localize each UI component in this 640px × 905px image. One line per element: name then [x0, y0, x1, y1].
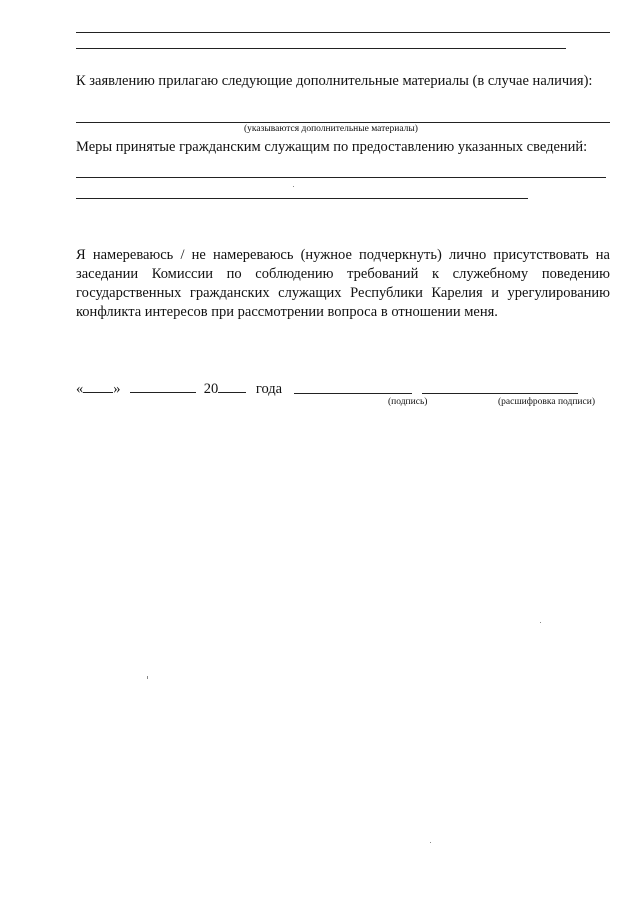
decode-caption: (расшифровка подписи)	[498, 397, 595, 407]
year-prefix: 20	[203, 381, 219, 397]
measures-blank-line-2	[76, 198, 528, 199]
open-quote: «	[76, 381, 84, 397]
blank-line-top-1	[76, 32, 610, 33]
year-blank	[218, 378, 246, 393]
scan-speck	[293, 186, 294, 187]
date-signature-row	[76, 378, 282, 399]
year-suffix: года	[255, 381, 283, 397]
scan-speck	[430, 842, 431, 843]
signature-caption: (подпись)	[388, 397, 428, 407]
materials-caption: (указываются дополнительные материалы)	[244, 124, 418, 134]
scan-speck	[147, 676, 148, 679]
blank-line-top-2	[76, 48, 566, 49]
attendance-paragraph: Я намереваюсь / не намереваюсь (нужное подчеркнуть) лично присутствовать на заседании Комиссии по соблюдению требований к служебному поведению государственных гражданских служащих Республики Карелия и урегулированию конфликта интересов при рассмотрении вопроса в отношении меня.	[76, 247, 610, 320]
close-quote: »	[113, 381, 121, 397]
measures-blank-line-1	[76, 177, 606, 178]
materials-paragraph: К заявлению прилагаю следующие дополнительные материалы (в случае наличия):	[76, 73, 593, 89]
measures-paragraph: Меры принятые гражданским служащим по предоставлению указанных сведений:	[76, 139, 588, 155]
signature-blank-line	[294, 393, 412, 394]
month-blank	[130, 378, 196, 393]
decode-blank-line	[422, 393, 578, 394]
materials-blank-line	[76, 122, 610, 123]
day-blank	[83, 378, 113, 393]
scan-speck	[540, 622, 541, 623]
